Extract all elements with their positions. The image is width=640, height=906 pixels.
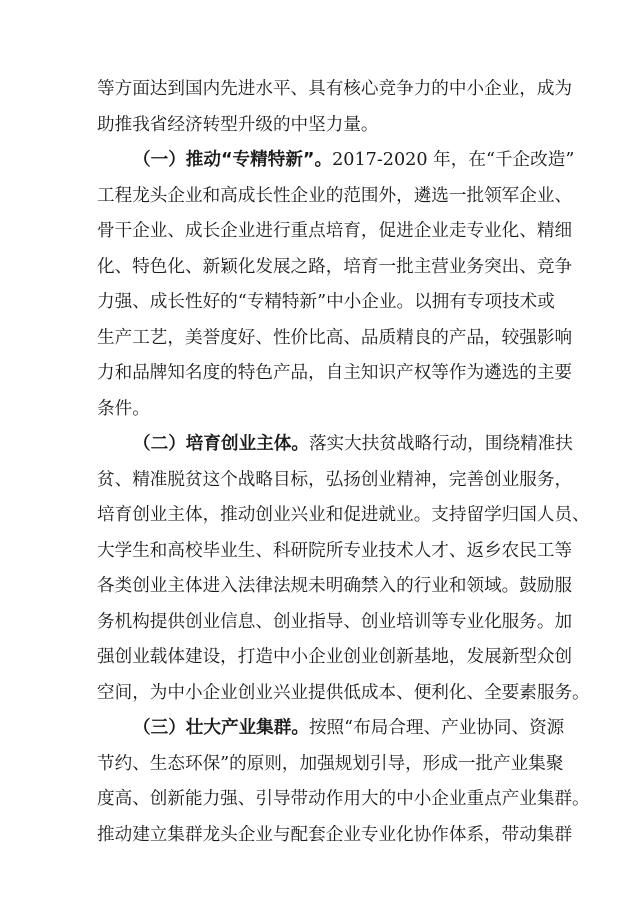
paragraph-line: 务机构提供创业信息、创业指导、创业培训等专业化服务。加	[97, 611, 573, 632]
section-3-lead-text: 按照“布局合理、产业协同、资源	[308, 718, 565, 738]
paragraph-line: 度高、创新能力强、引导带动作用大的中小企业重点产业集群。	[97, 789, 590, 809]
paragraph-line: 各类创业主体进入法律法规未明确禁入的行业和领域。鼓励服	[97, 576, 573, 596]
section-1-lead-text: 2017-2020 年，在“千企改造”	[332, 150, 575, 170]
section-3-heading: （三）壮大产业集群。	[133, 718, 309, 738]
section-2-first-line	[97, 427, 573, 463]
section-2-lead-text: 落实大扶贫战略行动，围绕精准扶	[308, 434, 573, 454]
paragraph-line: 条件。	[97, 398, 150, 419]
paragraph-line: 节约、生态环保”的原则，加强规划引导，形成一批产业集聚	[97, 753, 564, 774]
section-3-first-line	[97, 711, 565, 747]
paragraph-line: 力强、成长性好的“专精特新”中小企业。以拥有专项技术或	[97, 292, 555, 312]
paragraph-line: 生产工艺，美誉度好、性价比高、品质精良的产品，较强影响	[97, 327, 573, 348]
paragraph-line: 力和品牌知名度的特色产品，自主知识产权等作为遴选的主要	[97, 363, 573, 383]
section-2-heading: （二）培育创业主体。	[133, 434, 309, 454]
document-body	[97, 72, 590, 853]
paragraph-line: 骨干企业、成长企业进行重点培育，促进企业走专业化、精细	[97, 221, 573, 241]
section-1-heading: （一）推动“专精特新”。	[133, 150, 333, 170]
paragraph-line: 空间，为中小企业创业兴业提供低成本、便利化、全要素服务。	[97, 682, 590, 703]
paragraph-line: 等方面达到国内先进水平、具有核心竞争力的中小企业，成为	[97, 79, 573, 99]
paragraph-line: 工程龙头企业和高成长性企业的范围外，遴选一批领军企业、	[97, 185, 573, 206]
paragraph-line: 化、特色化、新颖化发展之路，培育一批主营业务突出、竞争	[97, 256, 573, 277]
paragraph-line: 推动建立集群龙头企业与配套企业专业化协作体系，带动集群	[97, 824, 573, 845]
paragraph-line: 助推我省经济转型升级的中坚力量。	[97, 114, 379, 135]
paragraph-line: 大学生和高校毕业生、科研院所专业技术人才、返乡农民工等	[97, 540, 573, 561]
paragraph-line: 培育创业主体，推动创业兴业和促进就业。支持留学归国人员、	[97, 505, 590, 525]
section-1-first-line	[97, 143, 575, 179]
paragraph-line: 贫、精准脱贫这个战略目标，弘扬创业精神，完善创业服务，	[97, 469, 573, 490]
paragraph-line: 强创业载体建设，打造中小企业创业创新基地，发展新型众创	[97, 647, 573, 667]
